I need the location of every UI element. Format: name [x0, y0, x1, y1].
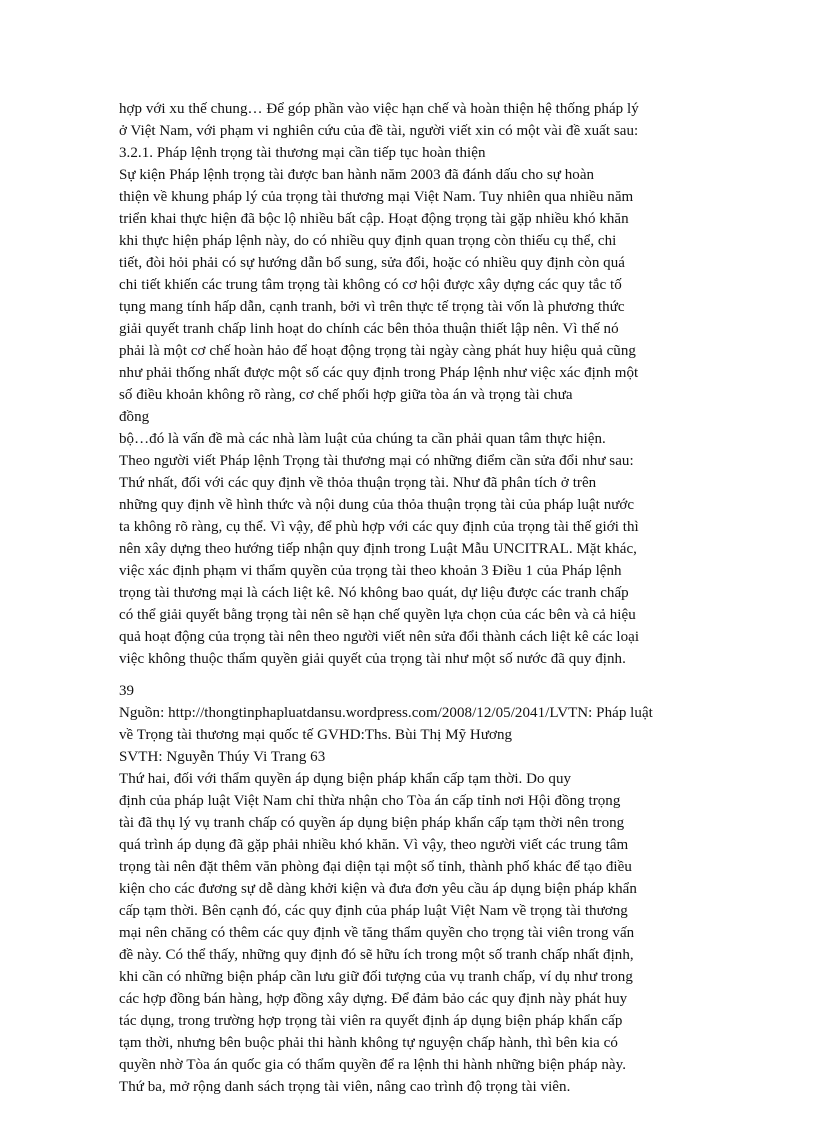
paragraph-line: trọng tài nên đặt thêm văn phòng đại diện tại một số tỉnh, thành phố khác để tạo điều: [119, 859, 632, 875]
paragraph-line: chi tiết khiến các trung tâm trọng tài không có cơ hội được xây dựng các quy tắc tố: [119, 277, 622, 293]
paragraph-line: tạm thời, nhưng bên buộc phải thi hành không tự nguyện chấp hành, thì bên kia có: [119, 1035, 618, 1051]
paragraph-line: tác dụng, trong trường hợp trọng tài viên ra quyết định áp dụng biện pháp khẩn cấp: [119, 1013, 623, 1029]
paragraph-line: bộ…đó là vấn đề mà các nhà làm luật của chúng ta cần phải quan tâm thực hiện.: [119, 431, 606, 447]
paragraph-line: trọng tài thương mại là cách liệt kê. Nó không bao quát, dự liệu được các tranh chấp: [119, 585, 629, 601]
paragraph-line: nên xây dựng theo hướng tiếp nhận quy định trong Luật Mẫu UNCITRAL. Mặt khác,: [119, 541, 637, 557]
paragraph-line: tài đã thụ lý vụ tranh chấp có quyền áp dụng biện pháp khẩn cấp tạm thời nên trong: [119, 815, 625, 831]
paragraph-line: ở Việt Nam, với phạm vi nghiên cứu của đề tài, người viết xin có một vài đề xuất sau:: [119, 123, 639, 139]
paragraph-line: khi thực hiện pháp lệnh này, do có nhiều quy định quan trọng còn thiếu cụ thể, chi: [119, 233, 617, 249]
paragraph-line: Sự kiện Pháp lệnh trọng tài được ban hành năm 2003 đã đánh dấu cho sự hoàn: [119, 167, 595, 183]
paragraph-line: tiết, đòi hỏi phải có sự hướng dẫn bổ sung, sửa đổi, hoặc có nhiều quy định còn quá: [119, 255, 625, 271]
paragraph-line: phải là một cơ chế hoàn hảo để hoạt động trọng tài ngày càng phát huy hiệu quả cũng: [119, 343, 636, 359]
paragraph-line: cấp tạm thời. Bên cạnh đó, các quy định của pháp luật Việt Nam về trọng tài thương: [119, 903, 628, 919]
source-line: Nguồn: http://thongtinphapluatdansu.wordpress.com/2008/12/05/2041/LVTN: Pháp luật: [119, 705, 653, 721]
paragraph-line: khi cần có những biện pháp cần lưu giữ đối tượng của vụ tranh chấp, ví dụ như trong: [119, 969, 633, 985]
page-number: 39: [119, 683, 135, 699]
paragraph-line: tụng mang tính hấp dẫn, cạnh tranh, bởi vì trên thực tế trọng tài vốn là phương thức: [119, 299, 625, 315]
paragraph-line: thiện về khung pháp lý của trọng tài thương mại Việt Nam. Tuy nhiên qua nhiều năm: [119, 189, 634, 205]
paragraph-line: quả hoạt động của trọng tài nên theo người viết nên sửa đổi thành cách liệt kê các loại: [119, 629, 640, 645]
paragraph-line: ta không rõ ràng, cụ thể. Vì vậy, để phù hợp với các quy định của trọng tài thế giới thì: [119, 519, 639, 535]
paragraph-line: Theo người viết Pháp lệnh Trọng tài thương mại có những điểm cần sửa đổi như sau:: [119, 453, 634, 469]
paragraph-line: việc không thuộc thẩm quyền giải quyết của trọng tài như một số nước đã quy định.: [119, 651, 626, 667]
paragraph-line: quá trình áp dụng đã gặp phải nhiều khó khăn. Vì vậy, theo người viết các trung tâm: [119, 837, 629, 853]
paragraph-line: những quy định về hình thức và nội dung của thỏa thuận trọng tài của pháp luật nước: [119, 497, 635, 513]
paragraph-line: kiện cho các đương sự dễ dàng khởi kiện và đưa đơn yêu cầu áp dụng biện pháp khẩn: [119, 881, 637, 897]
paragraph-line: Thứ ba, mở rộng danh sách trọng tài viên, nâng cao trình độ trọng tài viên.: [119, 1079, 571, 1095]
paragraph-line: định của pháp luật Việt Nam chỉ thừa nhận cho Tòa án cấp tỉnh nơi Hội đồng trọng: [119, 793, 621, 809]
paragraph-line: triển khai thực hiện đã bộc lộ nhiều bất cập. Hoạt động trọng tài gặp nhiều khó khăn: [119, 211, 629, 227]
paragraph-line: mại nên chăng có thêm các quy định về tăng thẩm quyền cho trọng tài viên trong vấn: [119, 925, 635, 941]
paragraph-line: giải quyết tranh chấp linh hoạt do chính các bên thỏa thuận thiết lập nên. Vì thế nó: [119, 321, 619, 337]
source-line: về Trọng tài thương mại quốc tế GVHD:Ths. Bùi Thị Mỹ Hương: [119, 727, 513, 743]
paragraph-line: quyền nhờ Tòa án quốc gia có thẩm quyền để ra lệnh thi hành những biện pháp này.: [119, 1057, 627, 1073]
paragraph-line: Thứ hai, đối với thẩm quyền áp dụng biện pháp khẩn cấp tạm thời. Do quy: [119, 771, 572, 787]
paragraph-line: số điều khoản không rõ ràng, cơ chế phối hợp giữa tòa án và trọng tài chưa: [119, 387, 573, 403]
paragraph-line: Thứ nhất, đối với các quy định về thỏa thuận trọng tài. Như đã phân tích ở trên: [119, 475, 597, 491]
section-heading: 3.2.1. Pháp lệnh trọng tài thương mại cần tiếp tục hoàn thiện: [119, 145, 486, 161]
paragraph-line: đề này. Có thể thấy, những quy định đó sẽ hữu ích trong một số tranh chấp nhất định,: [119, 947, 634, 963]
paragraph-line: đồng: [119, 409, 150, 425]
paragraph-line: việc xác định phạm vi thẩm quyền của trọng tài theo khoản 3 Điều 1 của Pháp lệnh: [119, 563, 622, 579]
paragraph-line: như phải thống nhất được một số các quy định trong Pháp lệnh như việc xác định một: [119, 365, 639, 381]
paragraph-line: có thể giải quyết bằng trọng tài nên sẽ hạn chế quyền lựa chọn của các bên và cả hiệu: [119, 607, 636, 623]
paragraph-line: hợp với xu thế chung… Để góp phần vào việc hạn chế và hoàn thiện hệ thống pháp lý: [119, 101, 639, 117]
student-line: SVTH: Nguyễn Thúy Vi Trang 63: [119, 749, 326, 765]
paragraph-line: các hợp đồng bán hàng, hợp đồng xây dựng. Để đảm bảo các quy định này phát huy: [119, 991, 628, 1007]
